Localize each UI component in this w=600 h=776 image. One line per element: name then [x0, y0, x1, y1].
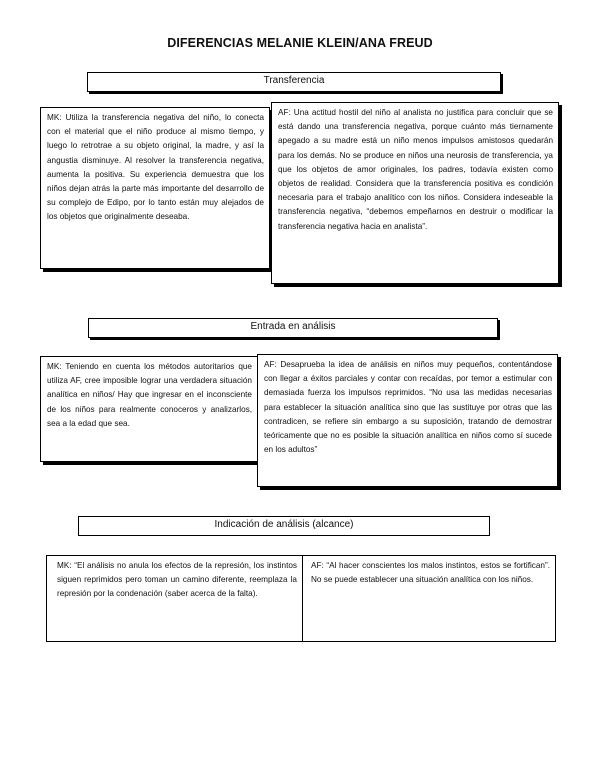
section-heading-entrada: Entrada en análisis — [88, 318, 498, 338]
af-box-transferencia: AF: Una actitud hostil del niño al analista no justifica para concluir que se está dando una transferencia negativa, porque cuánto más tiernamente apegado a su madre está un niño menos impulsos amistosos quedarán para los demás. No se produce en niños una neurosis de transferencia, ya que los objetos de amor originales, los padres, todavía existen como objetos de realidad. Considera que la transferencia positiva es condición necesaria para el trabajo analítico con los niños. Considera indeseable la transferencia negativa, “debemos empeñarnos en destruir o modificar la transferencia negativa hacia en analista”. — [271, 102, 559, 284]
mk-box-entrada: MK: Teniendo en cuenta los métodos autoritarios que utiliza AF, cree imposible lograr una verdadera situación analítica en niños/ Hay que ingresar en el inconsciente de los niños para realmente conoceros y analizarlos, sea a la edad que sea. — [40, 356, 258, 462]
mk-box-transferencia: MK: Utiliza la transferencia negativa del niño, lo conecta con el material que el niño produce al mismo tiempo, y luego lo retrotrae a su objeto original, la madre, y así la angustia disminuye. Al resolver la transferencia negativa, aumenta la positiva. Su experiencia demuestra que los niños dejan atrás la parte más importante del desarrollo de su complejo de Edipo, por lo tanto están muy alejados de los objetos que originalmente deseaba. — [40, 107, 270, 269]
af-box-indicacion: AF: “Al hacer conscientes los malos instintos, estos se fortifican”. No se puede establecer una situación analítica con los niños. — [302, 555, 556, 642]
page-title: DIFERENCIAS MELANIE KLEIN/ANA FREUD — [167, 36, 433, 50]
af-box-entrada: AF: Desaprueba la idea de análisis en niños muy pequeños, contentándose con llegar a éxitos parciales y contar con recaídas, por temor a estimular con demasiada fuerza los impulsos reprimidos. “No usa las medidas necesarias para establecer la situación analítica sino que las sustituye por otras que las contradicen, se refiere sin embargo a su suposición, tratando de demostrar teóricamente que no es posible la situación analítica en niños como sí sucede en los adultos” — [257, 354, 558, 487]
section-heading-transferencia: Transferencia — [87, 72, 501, 92]
mk-box-indicacion: MK: “El análisis no anula los efectos de la represión, los instintos siguen reprimidos pero toman un camino diferente, reemplaza la represión por la condenación (saber acerca de la falta). — [46, 555, 303, 642]
section-heading-indicacion: Indicación de análisis (alcance) — [78, 516, 490, 536]
